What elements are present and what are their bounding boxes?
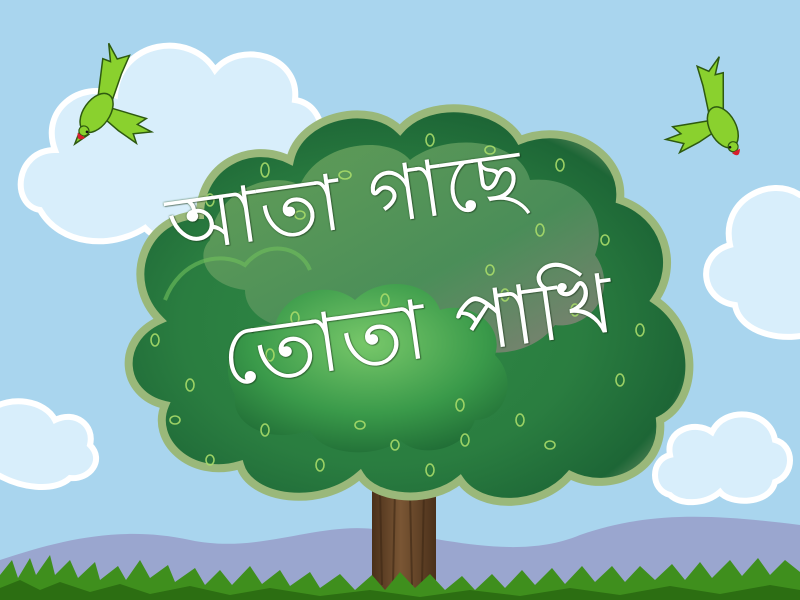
title-line-1: আতা গাছে <box>161 132 531 272</box>
title-line-2: তোতা পাখি <box>215 256 622 406</box>
